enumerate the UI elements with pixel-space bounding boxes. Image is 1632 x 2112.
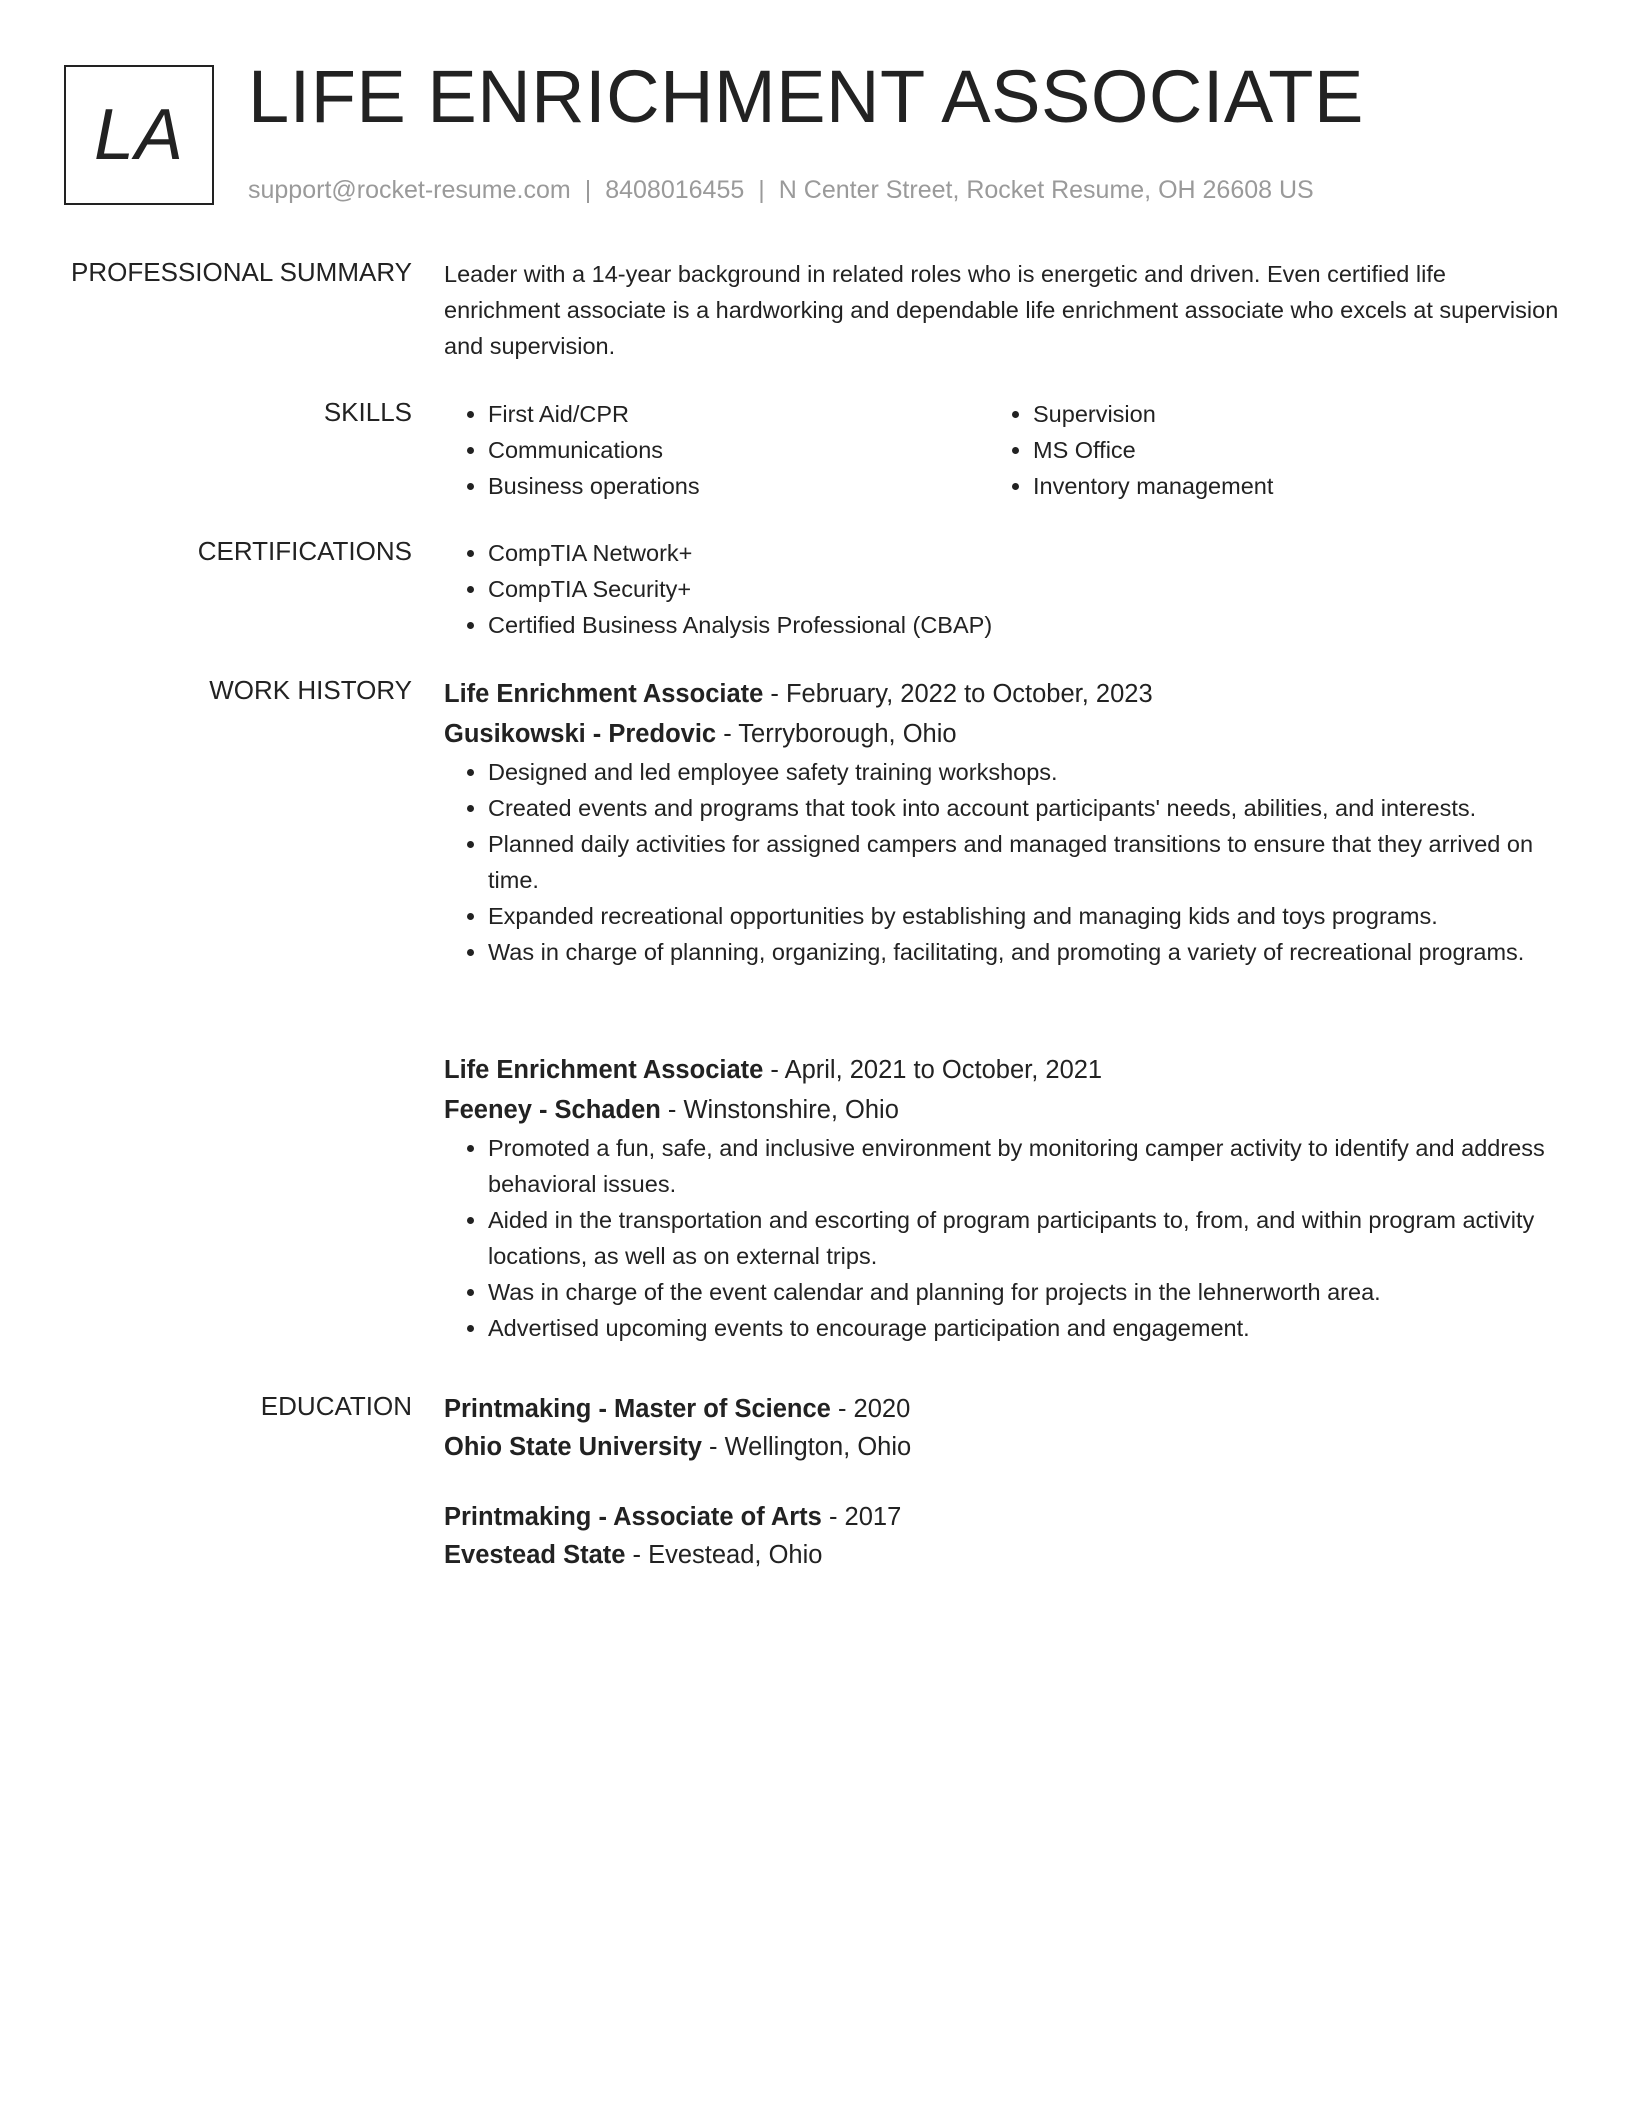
education-year: - 2017 xyxy=(821,1503,902,1531)
skill-item: • Supervision xyxy=(1033,396,1534,432)
certifications-body xyxy=(444,535,1564,643)
contact-separator: | xyxy=(584,176,592,204)
contact-address: N Center Street, Rocket Resume, OH 26608 US xyxy=(778,176,1314,204)
education-school: Ohio State University xyxy=(444,1433,702,1461)
job-title-line xyxy=(444,1050,1564,1090)
education-school-line xyxy=(444,1428,1564,1466)
job-bullet: • Advertised upcoming events to encourage participation and engagement. xyxy=(488,1310,1564,1346)
skills-column-1 xyxy=(444,396,989,504)
education-degree-line xyxy=(444,1390,1564,1428)
section-label-education: EDUCATION xyxy=(260,1391,412,1421)
job-bullet: • Created events and programs that took into account participants' needs, abilities, and interests. xyxy=(488,790,1564,826)
education-degree: Printmaking - Master of Science xyxy=(444,1395,831,1423)
job-bullet: • Designed and led employee safety training workshops. xyxy=(488,754,1564,790)
certifications-list xyxy=(444,535,1564,643)
job-dates: - February, 2022 to October, 2023 xyxy=(763,680,1153,708)
contact-phone: 8408016455 xyxy=(605,176,745,204)
job-location: - Winstonshire, Ohio xyxy=(660,1096,899,1124)
certification-item: • CompTIA Security+ xyxy=(488,571,1564,607)
job-dates: - April, 2021 to October, 2021 xyxy=(763,1056,1103,1084)
job-bullet: • Promoted a fun, safe, and inclusive environment by monitoring camper activity to identify and address behavioral issues. xyxy=(488,1130,1564,1202)
education-school-line xyxy=(444,1536,1564,1574)
contact-email[interactable]: support@rocket-resume.com xyxy=(248,176,571,204)
education-location: - Evestead, Ohio xyxy=(625,1541,823,1569)
job-bullet: • Aided in the transportation and escorting of program participants to, from, and within program activity locations, as well as on external trips. xyxy=(488,1202,1564,1274)
education-body xyxy=(444,1390,1564,1569)
monogram-text: LA xyxy=(93,95,185,175)
education-location: - Wellington, Ohio xyxy=(701,1433,912,1461)
job-title: Life Enrichment Associate xyxy=(444,680,764,708)
skill-item: • Business operations xyxy=(488,468,989,504)
skill-item: • First Aid/CPR xyxy=(488,396,989,432)
page-title: LIFE ENRICHMENT ASSOCIATE xyxy=(248,55,1364,138)
job-bullet: • Planned daily activities for assigned campers and managed transitions to ensure that they arrived on time. xyxy=(488,826,1564,898)
skill-item: • Inventory management xyxy=(1033,468,1534,504)
job-title-line xyxy=(444,674,1564,714)
summary-body xyxy=(444,256,1564,364)
job-entry xyxy=(444,674,1564,970)
education-degree-line xyxy=(444,1498,1564,1536)
skill-item: • MS Office xyxy=(1033,432,1534,468)
certification-item: • CompTIA Network+ xyxy=(488,535,1564,571)
education-entry xyxy=(444,1498,1564,1574)
section-label-summary: PROFESSIONAL SUMMARY xyxy=(71,257,412,287)
job-entry xyxy=(444,1050,1564,1346)
job-bullet: • Was in charge of the event calendar and planning for projects in the lehnerworth area. xyxy=(488,1274,1564,1310)
contact-separator: | xyxy=(758,176,765,204)
education-school: Evestead State xyxy=(444,1541,626,1569)
job-bullet: • Was in charge of planning, organizing, facilitating, and promoting a variety of recreational programs. xyxy=(488,934,1564,970)
job-bullets xyxy=(444,1130,1564,1346)
summary-text: Leader with a 14-year background in related roles who is energetic and driven. Even certified life enrichment associate is a hardworking and dependable life enrichment associate who excels at supervision and supervision. xyxy=(444,261,1559,359)
education-year: - 2020 xyxy=(830,1395,911,1423)
job-bullet: • Expanded recreational opportunities by establishing and managing kids and toys programs. xyxy=(488,898,1564,934)
job-company-line xyxy=(444,714,1564,754)
contact-line xyxy=(248,175,1314,205)
certification-item: • Certified Business Analysis Professional (CBAP) xyxy=(488,607,1564,643)
section-label-certifications: CERTIFICATIONS xyxy=(197,536,412,566)
section-label-work-history: WORK HISTORY xyxy=(209,675,412,705)
job-company: Gusikowski - Predovic xyxy=(444,720,717,748)
skills-body xyxy=(444,396,1564,504)
work-history-body xyxy=(444,674,1564,1341)
skill-item: • Communications xyxy=(488,432,989,468)
job-company-line xyxy=(444,1090,1564,1130)
skills-column-2 xyxy=(989,396,1534,504)
job-company: Feeney - Schaden xyxy=(444,1096,661,1124)
skills-grid xyxy=(444,396,1564,504)
education-entry xyxy=(444,1390,1564,1466)
job-bullets xyxy=(444,754,1564,970)
job-title: Life Enrichment Associate xyxy=(444,1056,764,1084)
section-label-skills: SKILLS xyxy=(323,397,412,427)
education-degree: Printmaking - Associate of Arts xyxy=(444,1503,822,1531)
job-location: - Terryborough, Ohio xyxy=(716,720,957,748)
monogram-logo xyxy=(64,65,214,205)
